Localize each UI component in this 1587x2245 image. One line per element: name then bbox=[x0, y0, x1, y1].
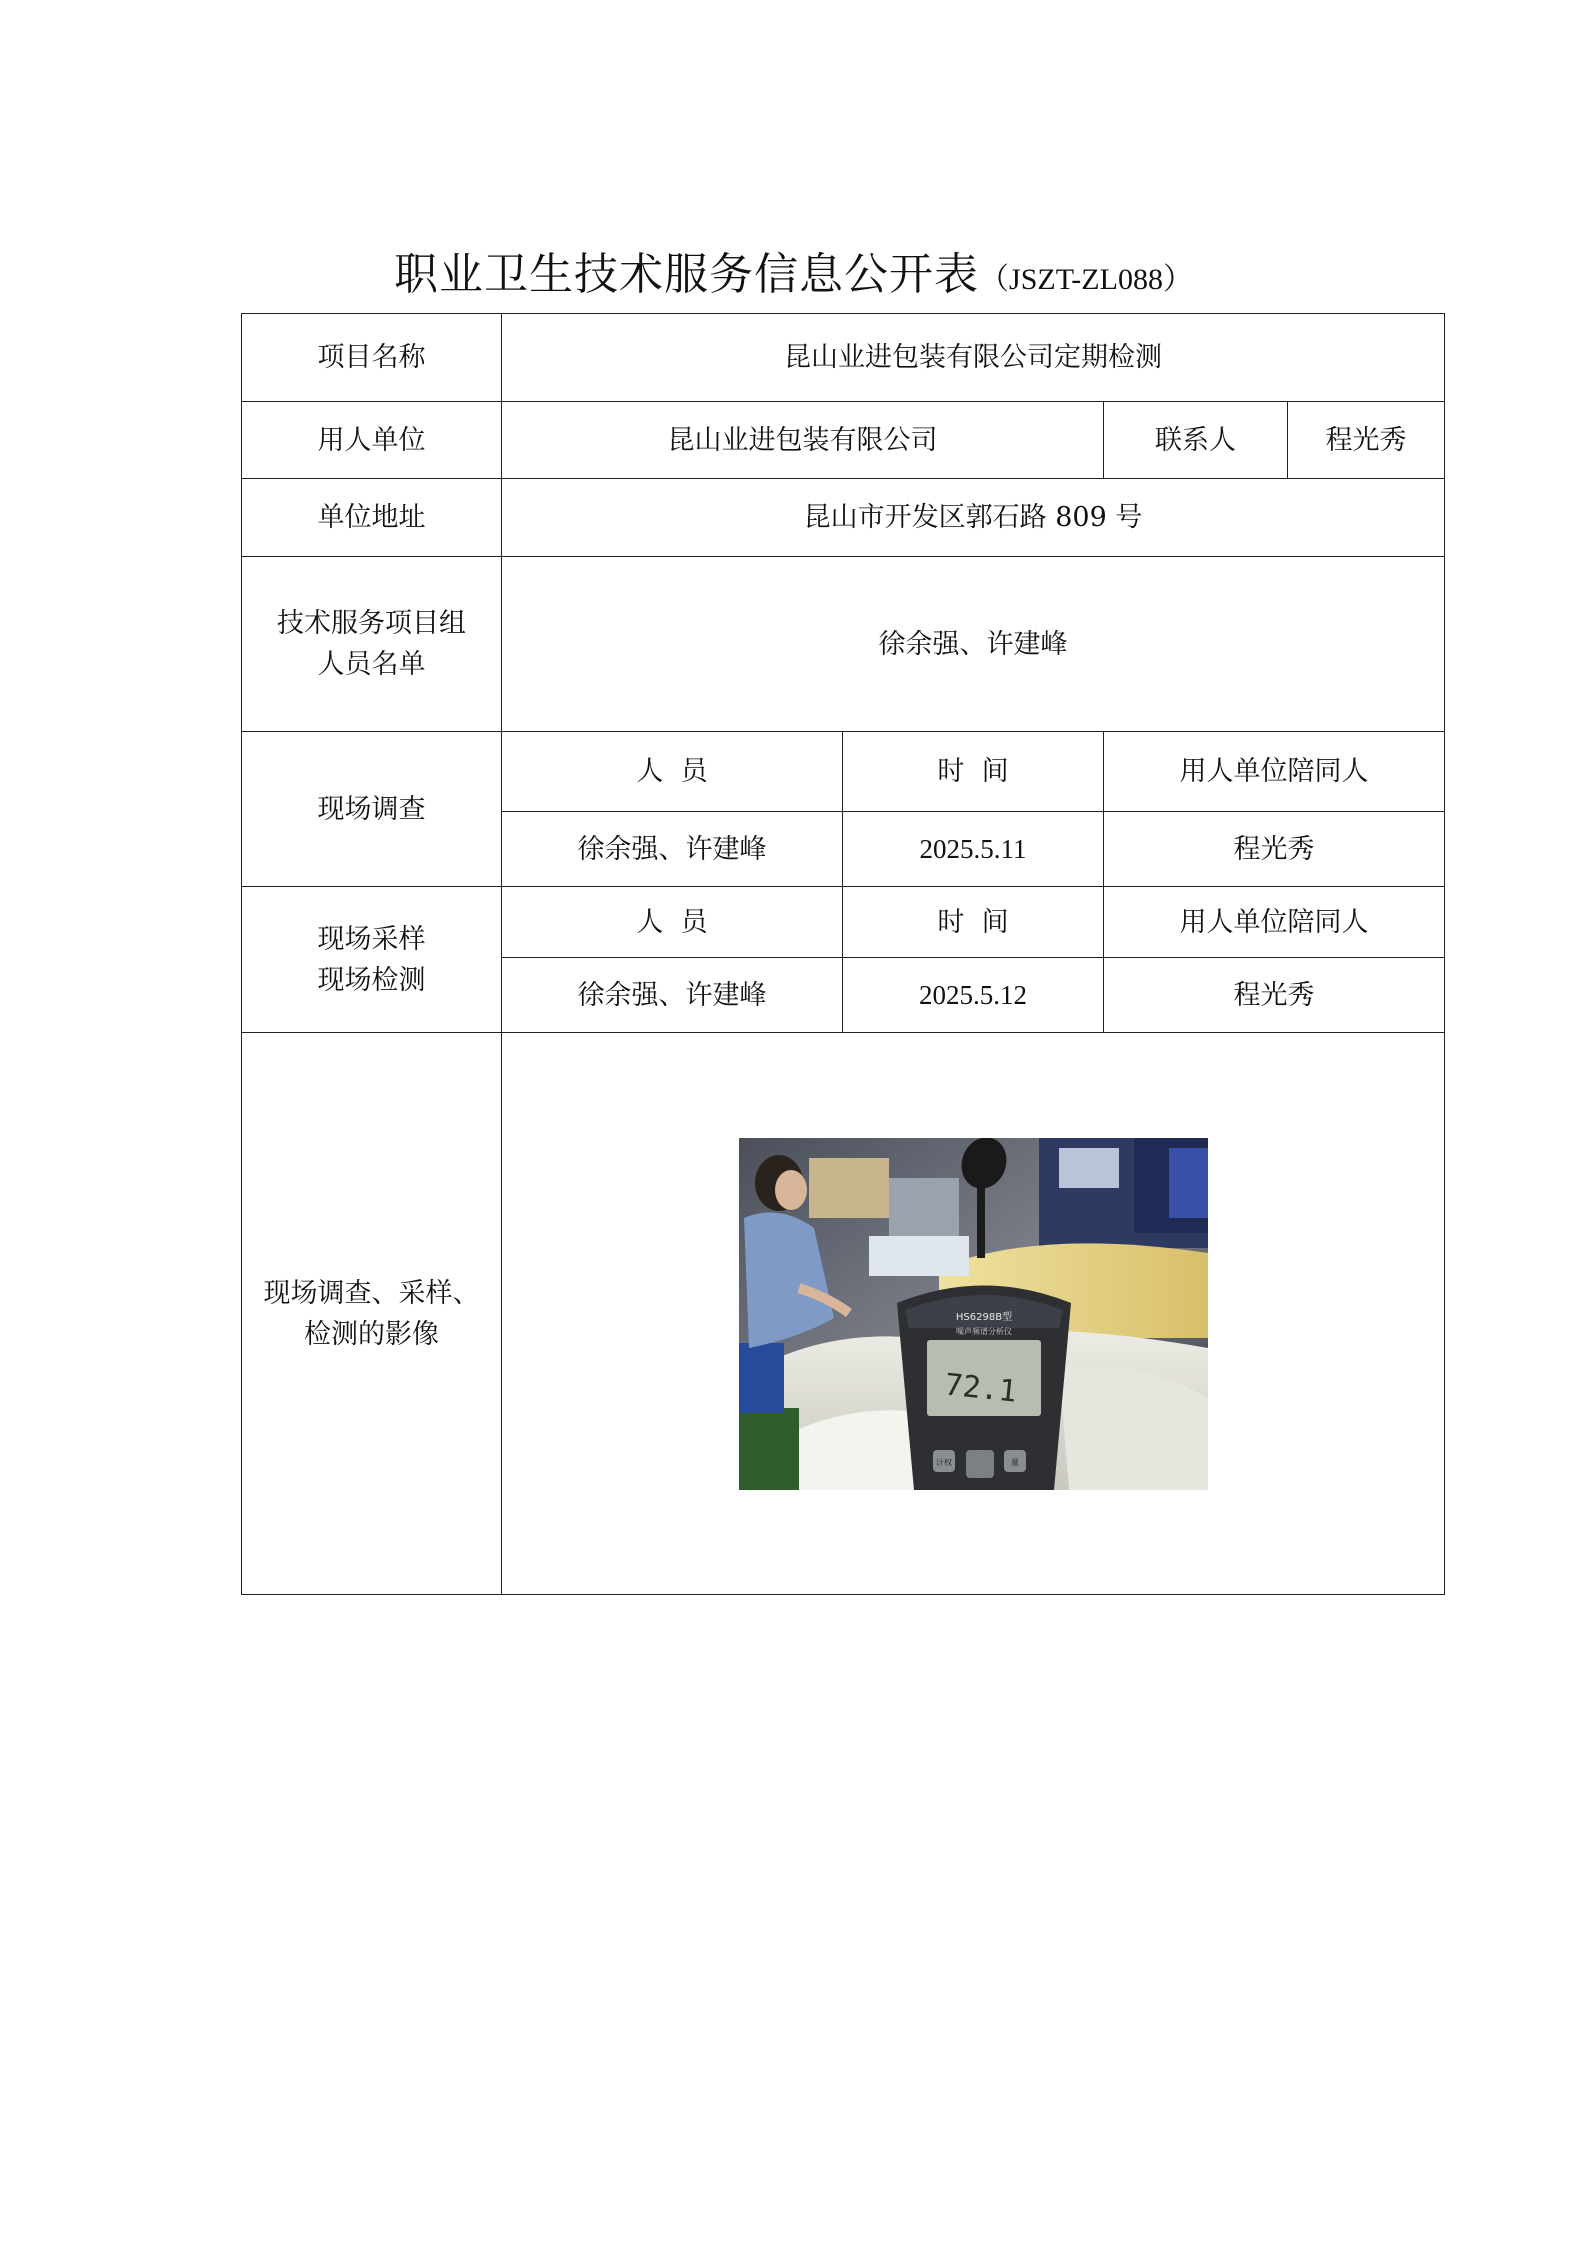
project-name-label: 项目名称 bbox=[242, 314, 502, 402]
meter-model-text: HS6298B型 bbox=[955, 1311, 1012, 1323]
sampling-date: 2025.5.12 bbox=[843, 958, 1104, 1033]
survey-col-accompany: 用人单位陪同人 bbox=[1104, 732, 1445, 812]
meter-button-1-text: 计权 bbox=[935, 1457, 952, 1467]
contact-value: 程光秀 bbox=[1288, 402, 1445, 479]
team-label-line2: 人员名单 bbox=[317, 649, 426, 680]
employer-value: 昆山业进包装有限公司 bbox=[502, 402, 1104, 479]
address-value: 昆山市开发区郭石路 809 号 bbox=[502, 479, 1445, 557]
team-label-line1: 技术服务项目组 bbox=[277, 608, 466, 639]
image-label-line1: 现场调查、采样、 bbox=[263, 1277, 480, 1309]
employer-label: 用人单位 bbox=[242, 402, 502, 479]
info-table bbox=[241, 313, 1445, 1595]
sampling-label-line2: 现场检测 bbox=[317, 964, 426, 996]
meter-button-3-text: 量 bbox=[1010, 1457, 1019, 1467]
meter-name-text: 噪声频谱分析仪 bbox=[955, 1326, 1012, 1336]
row-image bbox=[242, 1033, 1445, 1595]
survey-col-time: 时 间 bbox=[843, 732, 1104, 812]
address-label: 单位地址 bbox=[242, 479, 502, 557]
survey-label: 现场调查 bbox=[242, 732, 502, 887]
page-title bbox=[0, 238, 1587, 302]
survey-date: 2025.5.11 bbox=[843, 812, 1104, 887]
sampling-label-line1: 现场采样 bbox=[317, 923, 426, 955]
project-name-value: 昆山业进包装有限公司定期检测 bbox=[502, 314, 1445, 402]
sampling-personnel: 徐余强、许建峰 bbox=[502, 958, 843, 1033]
meter-reading-text: 72.1 bbox=[942, 1366, 1018, 1410]
survey-col-personnel: 人 员 bbox=[502, 732, 843, 812]
image-label bbox=[242, 1033, 502, 1595]
survey-accompany: 程光秀 bbox=[1104, 812, 1445, 887]
document-code: （JSZT-ZL088） bbox=[979, 263, 1193, 296]
site-photo-svg bbox=[739, 1138, 1208, 1490]
survey-personnel: 徐余强、许建峰 bbox=[502, 812, 843, 887]
team-label bbox=[242, 557, 502, 732]
row-team bbox=[242, 557, 1445, 732]
row-project-name bbox=[242, 314, 1445, 402]
row-sampling-header bbox=[242, 887, 1445, 958]
sampling-col-accompany: 用人单位陪同人 bbox=[1104, 887, 1445, 958]
row-survey-header bbox=[242, 732, 1445, 812]
image-cell bbox=[502, 1033, 1445, 1595]
sampling-accompany: 程光秀 bbox=[1104, 958, 1445, 1033]
image-label-line2: 检测的影像 bbox=[304, 1318, 439, 1350]
team-value: 徐余强、许建峰 bbox=[502, 557, 1445, 732]
sampling-col-time: 时 间 bbox=[843, 887, 1104, 958]
site-photo bbox=[739, 1138, 1208, 1490]
title-text: 职业卫生技术服务信息公开表 bbox=[394, 249, 980, 300]
sampling-label bbox=[242, 887, 502, 1033]
row-address bbox=[242, 479, 1445, 557]
contact-label: 联系人 bbox=[1104, 402, 1288, 479]
sampling-col-personnel: 人 员 bbox=[502, 887, 843, 958]
row-employer bbox=[242, 402, 1445, 479]
